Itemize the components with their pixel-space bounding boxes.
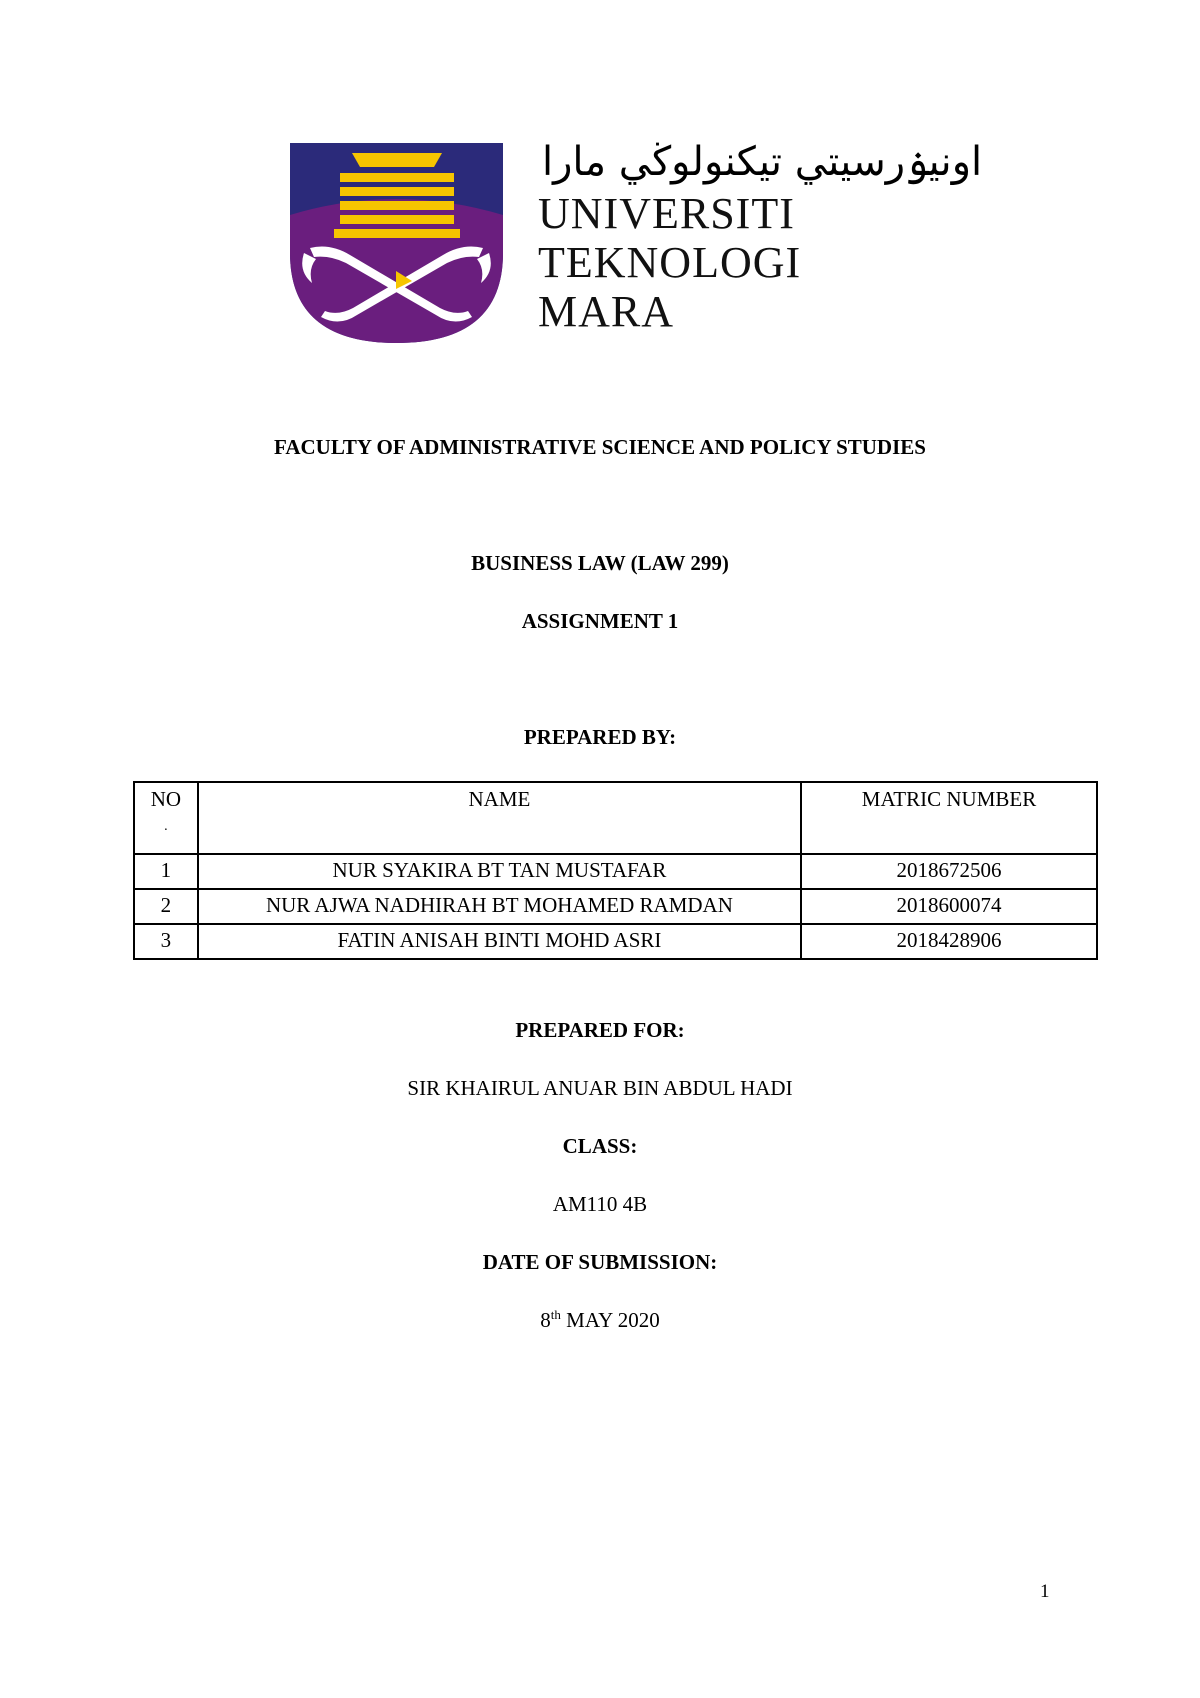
university-emblem-icon — [290, 143, 503, 343]
prepared-for-label: PREPARED FOR: — [515, 1018, 685, 1042]
class-label: CLASS: — [562, 1134, 638, 1158]
date-label: DATE OF SUBMISSION: — [482, 1250, 718, 1274]
course-title: BUSINESS LAW (LAW 299) — [471, 551, 729, 575]
table-row — [134, 924, 1097, 959]
row-matric: 2018428906 — [801, 924, 1097, 959]
row-name: NUR AJWA NADHIRAH BT MOHAMED RAMDAN — [198, 889, 801, 924]
row-name: FATIN ANISAH BINTI MOHD ASRI — [198, 924, 801, 959]
header-matric: MATRIC NUMBER — [801, 782, 1097, 854]
prepared-by-label: PREPARED BY: — [523, 725, 677, 749]
row-matric: 2018672506 — [801, 854, 1097, 889]
table-row — [134, 889, 1097, 924]
university-logo — [290, 139, 983, 348]
logo-line-mara: MARA — [538, 287, 675, 336]
logo-line-universiti: UNIVERSITI — [538, 189, 795, 238]
logo-wordmark — [538, 189, 801, 336]
assignment-title: ASSIGNMENT 1 — [521, 609, 679, 633]
header-no-dot: . — [164, 819, 168, 834]
submission-date — [0, 1307, 1200, 1333]
page-number: 1 — [1040, 1581, 1050, 1602]
header-no — [134, 782, 198, 854]
row-matric: 2018600074 — [801, 889, 1097, 924]
row-no: 2 — [134, 889, 198, 924]
logo-line-teknologi: TEKNOLOGI — [538, 238, 802, 287]
row-name: NUR SYAKIRA BT TAN MUSTAFAR — [198, 854, 801, 889]
logo-jawi-text: اونيۏرسيتي تيكنولوڬي مارا — [542, 139, 983, 185]
faculty-heading: FACULTY OF ADMINISTRATIVE SCIENCE AND POLICY STUDIES — [274, 435, 926, 459]
date-suffix: th — [550, 1307, 561, 1322]
row-no: 3 — [134, 924, 198, 959]
table-header-row — [134, 782, 1097, 854]
table-row — [134, 854, 1097, 889]
lecturer-name: SIR KHAIRUL ANUAR BIN ABDUL HADI — [407, 1076, 793, 1100]
date-day: 8 — [540, 1308, 551, 1332]
members-table — [133, 781, 1098, 960]
date-month-year: MAY 2020 — [560, 1308, 660, 1332]
header-no-label: NO — [150, 787, 182, 811]
row-no: 1 — [134, 854, 198, 889]
header-name: NAME — [198, 782, 801, 854]
class-value: AM110 4B — [552, 1192, 648, 1216]
